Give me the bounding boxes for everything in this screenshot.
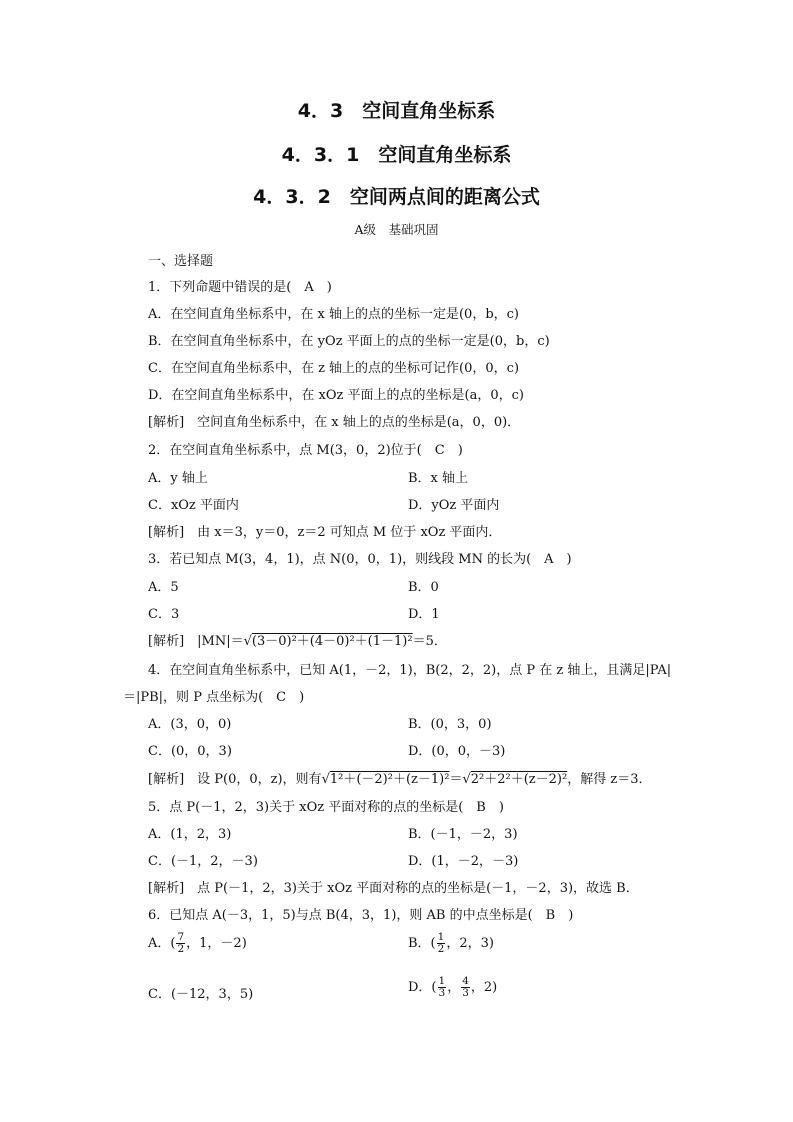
q6-option-a xyxy=(148,932,247,955)
q6-stem: 6．已知点 A(－3，1，5)与点 B(4，3，1)，则 AB 的中点坐标是( B ) xyxy=(148,908,574,923)
level-heading: A级 基础巩固 xyxy=(354,222,439,237)
q5-option-a: A．(1，2，3) xyxy=(148,827,232,842)
q3-stem: 3．若已知点 M(3，4，1)，点 N(0，0，1)，则线段 MN 的长为( A ) xyxy=(148,552,572,567)
chapter-title: 4．3 空间直角坐标系 xyxy=(297,100,496,122)
q4-analysis-prefix: [解析] 设 P(0，0，z)，则有 xyxy=(148,772,322,787)
q2-option-b: B．x 轴上 xyxy=(408,471,469,486)
q3-analysis-result: ＝5． xyxy=(412,634,447,649)
q6-a-denominator: 2 xyxy=(177,943,185,955)
q6-a-fraction xyxy=(176,932,185,955)
q6-d-fraction-2 xyxy=(461,976,470,999)
q6-d-denominator-1: 3 xyxy=(438,987,446,999)
q4-stem-line1: 4．在空间直角坐标系中，已知 A(1，－2，1)，B(2，2，2)，点 P 在 z 轴上，且满足|PA| xyxy=(148,663,672,678)
q6-d-numerator-2: 4 xyxy=(462,975,469,987)
section-heading: 一、选择题 xyxy=(148,254,214,269)
q2-option-d: D．yOz 平面内 xyxy=(408,498,500,513)
q6-a-suffix: ，1，－2) xyxy=(186,936,247,951)
q1-option-d: D．在空间直角坐标系中，在 xOz 平面上的点的坐标是(a，0，c) xyxy=(148,388,524,403)
q4-analysis-result: ，解得 z＝3． xyxy=(567,772,652,787)
q1-option-b: B．在空间直角坐标系中，在 yOz 平面上的点的坐标一定是(0，b，c) xyxy=(148,334,550,349)
q2-option-c: C．xOz 平面内 xyxy=(148,498,239,513)
q2-stem: 2．在空间直角坐标系中，点 M(3，0，2)位于( C ) xyxy=(148,443,463,458)
q6-b-denominator: 2 xyxy=(437,943,445,955)
q1-stem: 1．下列命题中错误的是( A ) xyxy=(148,280,332,295)
q1-option-c: C．在空间直角坐标系中，在 z 轴上的点的坐标可记作(0，0，c) xyxy=(148,361,520,376)
q5-option-b: B．(－1，－2，3) xyxy=(408,827,518,842)
q3-sqrt-expr: (3－0)²＋(4－0)²＋(1－1)² xyxy=(251,634,413,649)
q6-a-numerator: 7 xyxy=(177,931,185,943)
q6-b-prefix: B．( xyxy=(408,936,436,951)
q3-option-d: D．1 xyxy=(408,607,440,622)
q6-b-suffix: ，2，3) xyxy=(446,936,494,951)
q1-option-a: A．在空间直角坐标系中，在 x 轴上的点的坐标一定是(0，b，c) xyxy=(148,307,520,322)
q4-stem-line2: ＝|PB|，则 P 点坐标为( C ) xyxy=(123,690,305,705)
q6-d-suffix: ，2) xyxy=(470,980,498,995)
section-title-1: 4．3．1 空间直角坐标系 xyxy=(281,144,512,166)
q5-analysis: [解析] 点 P(－1，2，3)关于 xOz 平面对称的点的坐标是(－1，－2，3)，故选 B． xyxy=(148,881,639,896)
q3-option-c: C．3 xyxy=(148,607,180,622)
q6-d-numerator-1: 1 xyxy=(438,975,446,987)
q6-b-numerator: 1 xyxy=(437,931,445,943)
q2-option-a: A．y 轴上 xyxy=(148,471,208,486)
q5-stem: 5．点 P(－1，2，3)关于 xOz 平面对称的点的坐标是( B ) xyxy=(148,800,504,815)
q3-analysis-prefix: [解析] |MN|＝ xyxy=(148,634,244,649)
q6-d-prefix: D．( xyxy=(408,980,437,995)
q3-option-a: A．5 xyxy=(148,580,179,595)
q6-a-prefix: A．( xyxy=(148,936,176,951)
q4-option-a: A．(3，0，0) xyxy=(148,717,232,732)
q3-analysis: [解析] |MN|＝√(3－0)²＋(4－0)²＋(1－1)²＝5． xyxy=(148,634,447,649)
q6-d-fraction-1 xyxy=(438,976,447,999)
q4-option-b: B．(0，3，0) xyxy=(408,717,492,732)
q4-analysis: [解析] 设 P(0，0，z)，则有√1²＋(－2)²＋(z－1)²＝√2²＋2²＋(z－2)²，解得 z＝3． xyxy=(148,772,652,787)
q4-sqrt-expr-2: 2²＋2²＋(z－2)² xyxy=(470,772,568,787)
q5-option-d: D．(1，－2，－3) xyxy=(408,854,519,869)
q5-option-c: C．(－1，2，－3) xyxy=(148,854,258,869)
q3-option-b: B．0 xyxy=(408,580,439,595)
q6-d-separator: ， xyxy=(447,980,461,995)
q4-option-d: D．(0，0，－3) xyxy=(408,744,506,759)
q4-sqrt-expr-1: 1²＋(－2)²＋(z－1)² xyxy=(329,772,450,787)
q6-option-b xyxy=(408,932,494,955)
q4-analysis-equals: ＝ xyxy=(449,772,463,787)
section-title-2: 4．3．2 空间两点间的距离公式 xyxy=(253,186,540,208)
q6-option-d xyxy=(408,976,497,999)
q6-b-fraction xyxy=(437,932,446,955)
q4-option-c: C．(0，0，3) xyxy=(148,744,232,759)
q6-option-c: C．(－12，3，5) xyxy=(148,987,254,1002)
q6-d-denominator-2: 3 xyxy=(462,987,469,999)
q1-analysis: [解析] 空间直角坐标系中，在 x 轴上的点的坐标是(a，0，0)． xyxy=(148,415,521,430)
q2-analysis: [解析] 由 x＝3，y＝0，z＝2 可知点 M 位于 xOz 平面内． xyxy=(148,525,502,540)
